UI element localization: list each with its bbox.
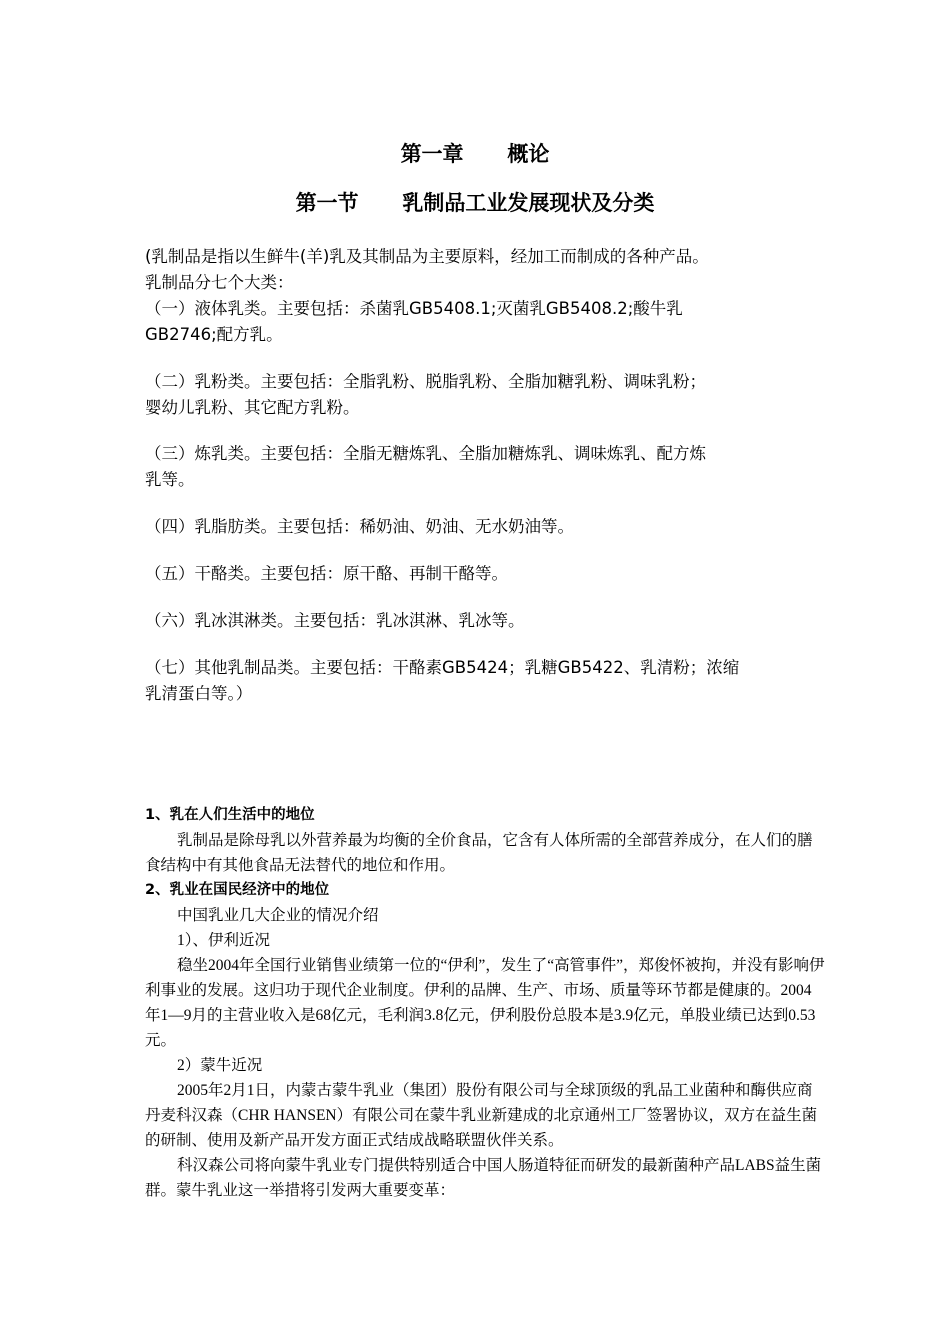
section-title: 第一节 乳制品工业发展现状及分类 (295, 191, 655, 215)
intro-paragraph-7 (145, 655, 825, 707)
intro-paragraph-4 (145, 514, 825, 540)
intro-text-6: （六）乳冰淇淋类。主要包括：乳冰淇淋、乳冰等。 (145, 611, 525, 630)
heading-2: 2、乳业在国民经济中的地位 (145, 882, 330, 898)
body-paragraph-2: 中国乳业几大企业的情况介绍 (177, 907, 379, 924)
body-paragraph-7: 科汉森公司将向蒙牛乳业专门提供特别适合中国人肠道特征而研发的最新菌种产品LABS益生菌群。蒙牛乳业这一举措将引发两大重要变革： (145, 1157, 822, 1199)
intro-paragraph-1 (145, 244, 825, 348)
intro-paragraph-6 (145, 608, 825, 634)
body-paragraph-3: 1）、伊利近况 (177, 932, 271, 949)
body-paragraph-1: 乳制品是除母乳以外营养最为均衡的全价食品，它含有人体所需的全部营养成分，在人们的膳食结构中有其他食品无法替代的地位和作用。 (145, 832, 813, 874)
heading-1: 1、乳在人们生活中的地位 (145, 807, 315, 823)
intro-text-5: （五）干酪类。主要包括：原干酪、再制干酪等。 (145, 564, 508, 583)
body-paragraph-5: 2）蒙牛近况 (177, 1057, 263, 1074)
intro-paragraph-2 (145, 369, 825, 421)
body-text (145, 803, 825, 1203)
body-paragraph-6: 2005年2月1日，内蒙古蒙牛乳业（集团）股份有限公司与全球顶级的乳品工业菌种和酶供应商丹麦科汉森（CHR HANSEN）有限公司在蒙牛乳业新建成的北京通州工厂签署协议，双方在益生菌的研制、使用及新产品开发方面正式结成战略联盟伙伴关系。 (145, 1082, 818, 1149)
intro-text-2: （二）乳粉类。主要包括：全脂乳粉、脱脂乳粉、全脂加糖乳粉、调味乳粉； 婴幼儿乳粉、其它配方乳粉。 (145, 372, 706, 417)
intro-text-7: （七）其他乳制品类。主要包括：干酪素GB5424；乳糖GB5422、乳清粉；浓缩 乳清蛋白等。） (145, 658, 740, 703)
intro-paragraph-5 (145, 561, 825, 587)
intro-text-1: (乳制品是指以生鲜牛(羊)乳及其制品为主要原料，经加工而制成的各种产品。 乳制品分七个大类： （一）液体乳类。主要包括：杀菌乳GB5408.1;灭菌乳GB5408.2;酸牛乳 GB2746;配方乳。 (145, 247, 709, 344)
intro-paragraph-3 (145, 441, 825, 493)
chapter-title: 第一章 概论 (400, 142, 550, 166)
intro-text-4: （四）乳脂肪类。主要包括：稀奶油、奶油、无水奶油等。 (145, 517, 574, 536)
intro-text-3: （三）炼乳类。主要包括：全脂无糖炼乳、全脂加糖炼乳、调味炼乳、配方炼 乳等。 (145, 444, 706, 489)
body-paragraph-4: 稳坐2004年全国行业销售业绩第一位的“伊利”，发生了“高管事件”，郑俊怀被拘，并没有影响伊利事业的发展。这归功于现代企业制度。伊利的品牌、生产、市场、质量等环节都是健康的。2004年1—9月的主营业收入是68亿元，毛利润3.8亿元，伊利股份总股本是3.9亿元，单股业绩已达到0.53元。 (145, 957, 825, 1049)
